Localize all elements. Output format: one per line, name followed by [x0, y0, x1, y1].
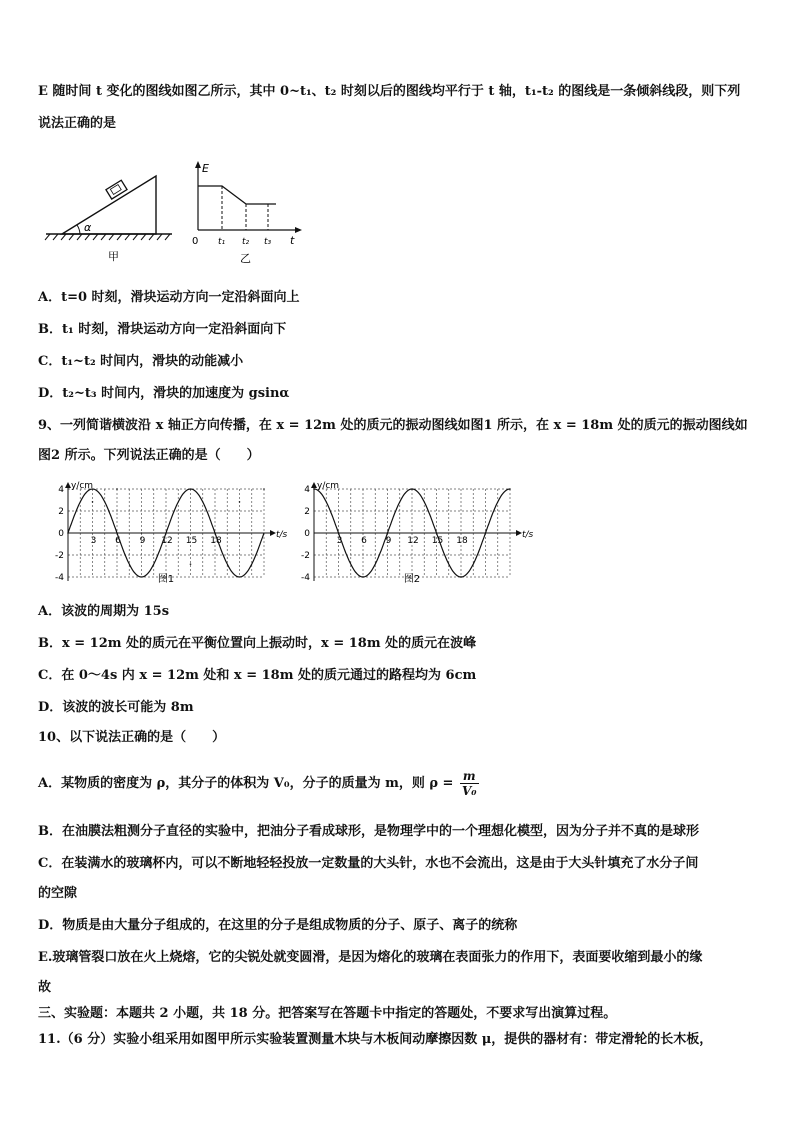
data-point	[239, 501, 241, 503]
q9-stem-line1: 9、一列简谐横波沿 x 轴正方向传播，在 x = 12m 处的质元的振动图线如图1 所示，在 x = 18m 处的质元的振动图线如	[38, 418, 748, 433]
x-tick-label: 9	[385, 536, 392, 546]
q8-option-c: C．t₁~t₂ 时间内，滑块的动能减小	[38, 354, 244, 369]
y-axis-label: y/cm	[71, 481, 94, 491]
y-tick-label: 2	[58, 507, 64, 517]
figure-jia-caption: 甲	[108, 250, 119, 263]
section-3-heading: 三、实验题：本题共 2 小题，共 18 分。把答案写在答题卡中指定的答题处，不要求写出演算过程。	[38, 1006, 617, 1021]
figure-jia-incline	[40, 160, 180, 270]
q9-option-a: A．该波的周期为 15s	[38, 604, 170, 619]
data-point	[92, 501, 94, 503]
data-point	[387, 532, 389, 534]
data-point	[460, 576, 462, 578]
q10-option-c-line1: C．在装满水的玻璃杯内，可以不断地轻轻投放一定数量的大头针，水也不会流出，这是由于大头针填充了水分子间	[38, 856, 699, 871]
wave-graph-2	[290, 478, 540, 588]
q9-stem-line2: 图2 所示。下列说法正确的是（ ）	[38, 448, 260, 463]
q10-option-d: D．物质是由大量分子组成的，在这里的分子是组成物质的分子、原子、离子的统称	[38, 918, 518, 933]
data-point	[362, 576, 364, 578]
q9-option-d: D．该波的波长可能为 8m	[38, 700, 194, 715]
q10-option-e-line1: E.玻璃管裂口放在火上烧熔，它的尖锐处就变圆滑，是因为熔化的玻璃在表面张力的作用下，表面要收缩到最小的缘	[38, 950, 703, 965]
data-point	[313, 488, 315, 490]
y-tick-label: 2	[304, 507, 310, 517]
q9-option-b: B．x = 12m 处的质元在平衡位置向上振动时，x = 18m 处的质元在波峰	[38, 636, 477, 651]
y-tick-label: -4	[55, 573, 64, 583]
q10-option-b: B．在油膜法粗测分子直径的实验中，把油分子看成球形，是物理学中的一个理想化模型，因为分子并不真的是球形	[38, 824, 699, 839]
data-point	[485, 532, 487, 534]
figure-yi-caption: 乙	[240, 252, 251, 265]
y-tick-label: -2	[301, 551, 310, 561]
data-point	[190, 563, 192, 565]
data-point	[67, 532, 69, 534]
y-tick-label: 4	[58, 485, 64, 495]
q11-stem: 11.（6 分）实验小组采用如图甲所示实验装置测量木块与木板间动摩擦因数 μ，提供的器材有：带定滑轮的长木板，	[38, 1032, 713, 1047]
q8-option-a: A．t=0 时刻，滑块运动方向一定沿斜面向上	[38, 290, 300, 305]
x-tick-label: 3	[336, 536, 343, 546]
data-point	[509, 488, 511, 490]
y-tick-label: 0	[304, 529, 310, 539]
x-tick-label: 6	[361, 536, 367, 546]
x-tick-label: 9	[139, 536, 146, 546]
y-tick-label: -4	[301, 573, 310, 583]
q8-option-d: D．t₂~t₃ 时间内，滑块的加速度为 gsinα	[38, 386, 290, 401]
tick-t3: t₃	[264, 237, 272, 247]
y-tick-label: 4	[304, 485, 310, 495]
x-tick-label: 15	[431, 536, 444, 546]
graph-caption: 图1	[157, 574, 175, 585]
data-point	[263, 488, 265, 490]
fraction-numerator: m	[460, 769, 479, 784]
q10-stem: 10、以下说法正确的是（ ）	[38, 730, 226, 745]
t-axis-label: t	[290, 234, 295, 247]
y-tick-label: -2	[55, 551, 64, 561]
fraction-denominator: V₀	[461, 784, 477, 798]
x-tick-label: 6	[115, 536, 121, 546]
e-axis-label: E	[202, 162, 209, 175]
q10-option-e-line2: 故	[38, 980, 52, 995]
data-point	[436, 532, 438, 534]
tick-t1: t₁	[218, 237, 226, 247]
q8-stem-line1: E 随时间 t 变化的图线如图乙所示，其中 0~t₁、t₂ 时刻以后的图线均平行于 t 轴，t₁-t₂ 的图线是一条倾斜线段，则下列	[38, 84, 741, 99]
angle-label: α	[84, 221, 92, 234]
x-tick-label: 3	[90, 536, 97, 546]
density-fraction	[460, 769, 479, 798]
x-tick-label: 12	[161, 536, 173, 546]
x-tick-label: 18	[210, 536, 222, 546]
data-point	[214, 532, 216, 534]
q9-option-c: C．在 0～4s 内 x = 12m 处和 x = 18m 处的质元通过的路程均为 6cm	[38, 668, 477, 683]
x-axis-label: t/s	[522, 530, 534, 540]
q10-option-a	[38, 766, 479, 802]
x-tick-label: 18	[456, 536, 468, 546]
origin-label: 0	[192, 236, 199, 247]
data-point	[411, 488, 413, 490]
wave-graph-1	[44, 478, 294, 588]
q10-option-c-line2: 的空隙	[38, 886, 78, 901]
x-tick-label: 15	[185, 536, 198, 546]
graph-caption: 图2	[403, 574, 421, 585]
q10-option-a-text: A．某物质的密度为 ρ，其分子的体积为 V₀，分子的质量为 m，则 ρ =	[38, 776, 454, 791]
q8-stem-line2: 说法正确的是	[38, 116, 117, 131]
x-tick-label: 12	[407, 536, 419, 546]
data-point	[141, 532, 143, 534]
x-axis-label: t/s	[276, 530, 288, 540]
tick-t2: t₂	[242, 237, 250, 247]
y-tick-label: 0	[58, 529, 64, 539]
data-point	[338, 532, 340, 534]
y-axis-label: y/cm	[317, 481, 340, 491]
q8-option-b: B．t₁ 时刻，滑块运动方向一定沿斜面向下	[38, 322, 287, 337]
figure-yi-energy-graph	[188, 158, 308, 270]
data-point	[116, 488, 118, 490]
